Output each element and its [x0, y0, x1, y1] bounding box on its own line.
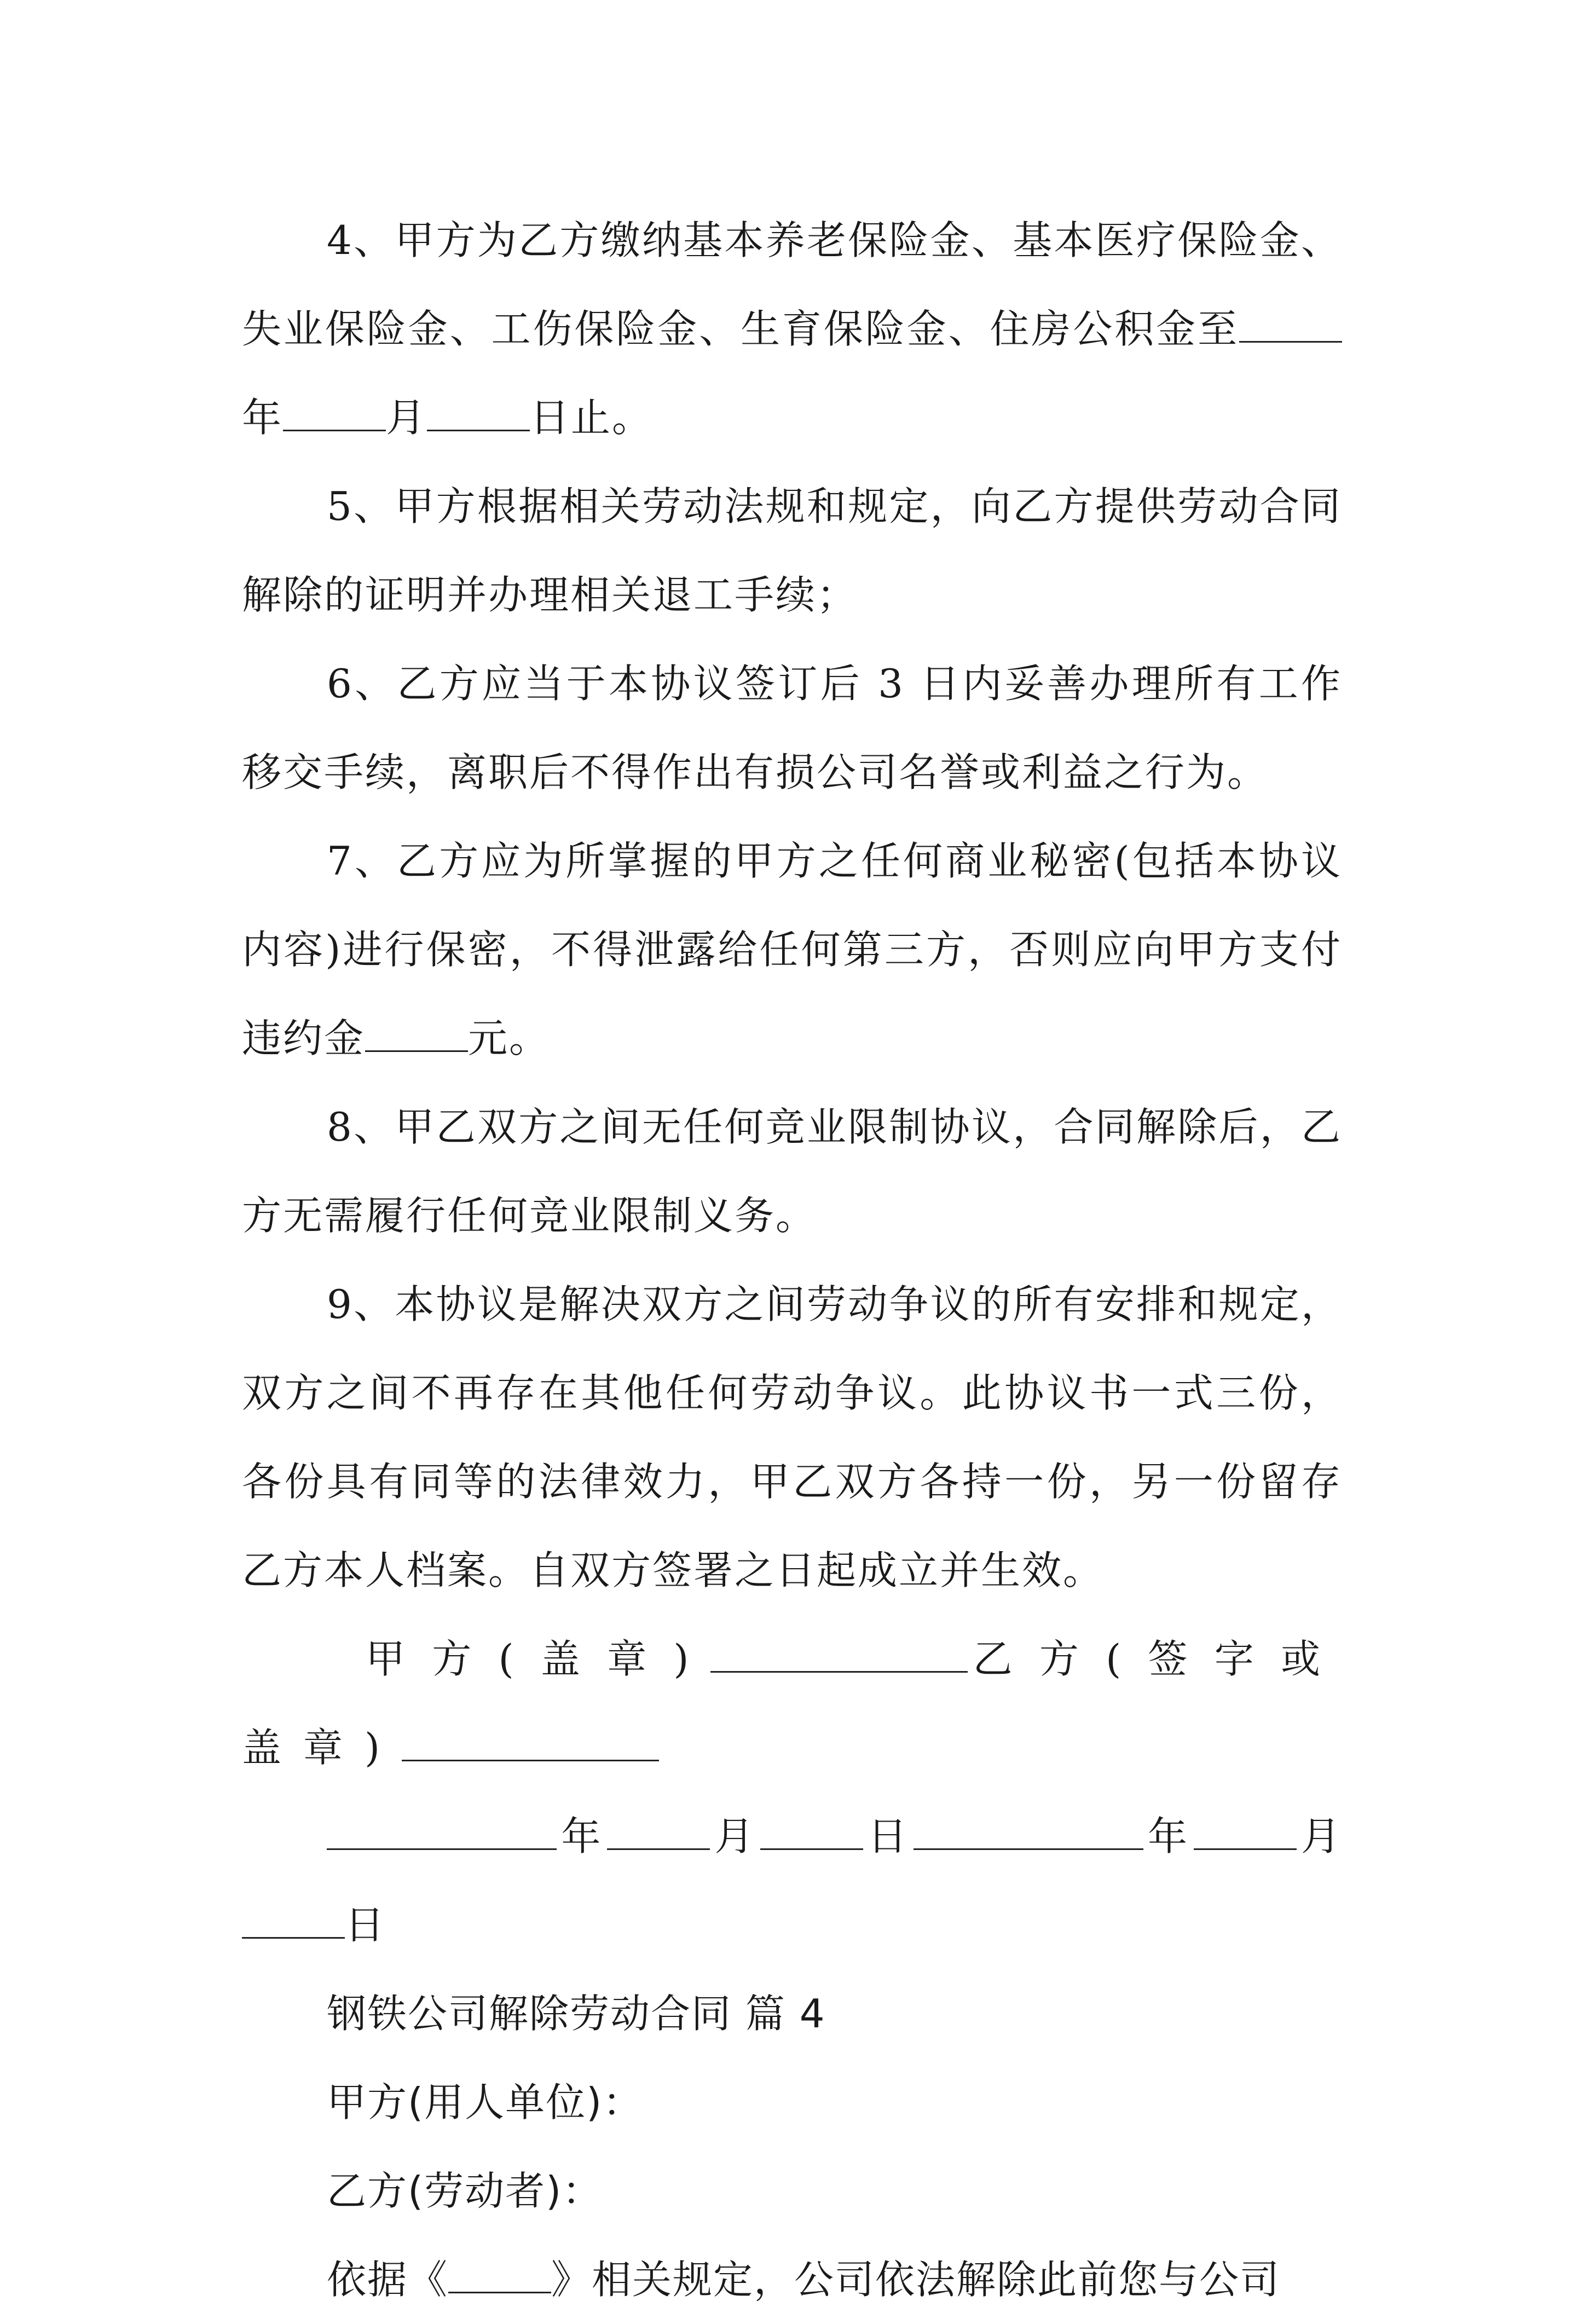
blank-line [760, 1813, 863, 1850]
basis-text-end: 》相关规定，公司依法解除此前您与公司 [551, 2257, 1281, 2303]
date-day: 日 [345, 1902, 386, 1948]
blank-line [1239, 306, 1342, 343]
blank-line [402, 1725, 659, 1761]
clause-6: 6、乙方应当于本协议签订后 3 日内妥善办理所有工作移交手续，离职后不得作出有损公司名誉或利益之行为。 [242, 661, 1342, 795]
blank-line [327, 1813, 557, 1850]
clause-8: 8、甲乙双方之间无任何竞业限制协议，合同解除后，乙方无需履行任何竞业限制义务。 [242, 1104, 1342, 1239]
blank-line [710, 1636, 968, 1673]
blank-line [448, 2257, 551, 2293]
date-year: 年 [1143, 1813, 1194, 1859]
party-b-seal: 乙方(签字或盖章) [242, 1636, 1342, 1771]
basis-line [242, 2235, 1342, 2324]
blank-line [607, 1813, 710, 1850]
date-year: 年 [557, 1813, 607, 1859]
blank-line [1194, 1813, 1297, 1850]
party-b-line: 乙方(劳动者)： [327, 2168, 603, 2214]
year-label: 年 [242, 395, 284, 441]
clause-9: 9、本协议是解决双方之间劳动争议的所有安排和规定，双方之间不再存在其他任何劳动争议。此协议书一式三份，各份具有同等的法律效力，甲乙双方各持一份，另一份留存乙方本人档案。自双方签署之日起成立并生效。 [242, 1281, 1342, 1593]
clause-7-text: 7、乙方应为所掌握的甲方之任何商业秘密(包括本协议内容)进行保密，不得泄露给任何第三方，否则应向甲方支付违约金 [242, 838, 1342, 1061]
date-month: 月 [1296, 1813, 1342, 1859]
party-a-line: 甲方(用人单位)： [327, 2079, 644, 2125]
clause-5: 5、甲方根据相关劳动法规和规定，向乙方提供劳动合同解除的证明并办理相关退工手续； [242, 483, 1342, 618]
currency-label: 元。 [468, 1015, 551, 1061]
clause-4-text: 4、甲方为乙方缴纳基本养老保险金、基本医疗保险金、失业保险金、工伤保险金、生育保险金、住房公积金至 [242, 217, 1342, 352]
clause-4 [242, 196, 1342, 462]
clause-7 [242, 817, 1342, 1083]
blank-line [427, 395, 530, 431]
date-line [242, 1792, 1342, 1969]
day-end-label: 日止。 [530, 395, 654, 441]
basis-text-start: 依据《 [327, 2257, 449, 2303]
signature-line [242, 1615, 1342, 1792]
blank-line [914, 1813, 1143, 1850]
date-day: 日 [863, 1813, 914, 1859]
date-month: 月 [709, 1813, 760, 1859]
month-label: 月 [386, 395, 427, 441]
blank-line [283, 395, 386, 431]
party-a-seal: 甲方(盖章) [366, 1636, 711, 1682]
blank-line [365, 1015, 468, 1052]
section-heading: 钢铁公司解除劳动合同 篇 4 [327, 1991, 826, 2037]
document-page [242, 196, 1342, 2324]
blank-line [242, 1902, 345, 1939]
